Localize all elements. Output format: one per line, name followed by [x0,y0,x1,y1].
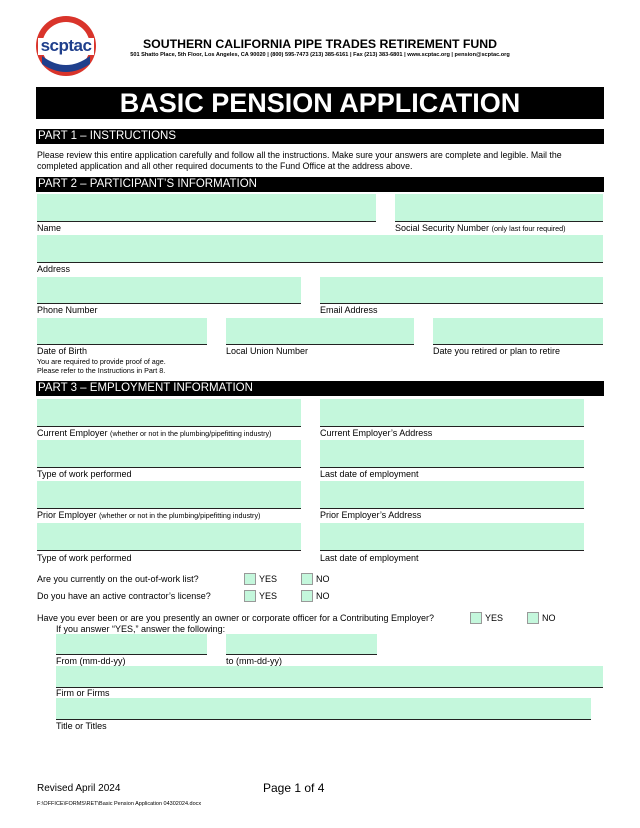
org-contact: 501 Shatto Place, 5th Floor, Los Angeles, CA 90020 | (800) 595-7473 (213) 385-6161 | Fax (213) 383-6801 | www.scptac.org | pension@scptac.org [130,52,510,58]
out-of-work-no-label: NO [316,574,330,584]
page-title [36,87,604,119]
owner-officer-no-checkbox[interactable] [527,612,539,624]
current-employer-label [37,428,271,438]
org-name: SOUTHERN CALIFORNIA PIPE TRADES RETIREMENT FUND [142,37,498,51]
part3-heading: PART 3 – EMPLOYMENT INFORMATION [36,381,604,396]
type-work-2-field[interactable] [37,523,301,551]
current-employer-label-text: Current Employer [37,428,108,438]
part1-heading: PART 1 – INSTRUCTIONS [36,129,604,144]
last-date-1-field[interactable] [320,440,584,468]
file-path: F:\OFFICE\FORMS\RET\Basic Pension Application 04302024.docx [37,801,202,807]
prior-employer-label [37,510,260,520]
titles-field[interactable] [56,698,591,720]
owner-officer-yes-checkbox[interactable] [470,612,482,624]
to-date-field[interactable] [226,634,377,655]
page-number: Page 1 of 4 [263,781,325,795]
prior-employer-field[interactable] [37,481,301,509]
from-date-label: From (mm-dd-yy) [56,656,126,666]
local-union-field[interactable] [226,318,414,345]
revised-date: Revised April 2024 [37,783,121,794]
contractor-license-no-label: NO [316,591,330,601]
ssn-field[interactable] [395,194,603,222]
current-employer-field[interactable] [37,399,301,427]
logo-text: scptac [40,36,92,55]
firm-field[interactable] [56,666,603,688]
out-of-work-yes-label: YES [259,574,278,584]
titles-label: Title or Titles [56,721,107,731]
address-field[interactable] [37,235,603,263]
current-employer-note: (whether or not in the plumbing/pipefitting industry) [110,429,272,438]
email-label: Email Address [320,305,378,315]
contractor-license-yes-label: YES [259,591,278,601]
from-date-field[interactable] [56,634,207,655]
prior-employer-label-text: Prior Employer [37,510,97,520]
name-label: Name [37,223,62,233]
last-date-2-field[interactable] [320,523,584,551]
prior-employer-address-field[interactable] [320,481,584,509]
out-of-work-question: Are you currently on the out-of-work list? [37,574,199,584]
owner-officer-no-label: NO [542,613,556,623]
last-date-2-label: Last date of employment [320,553,419,563]
owner-officer-yes-label: YES [485,613,504,623]
dob-label: Date of Birth [37,346,88,356]
email-field[interactable] [320,277,603,304]
name-field[interactable] [37,194,376,222]
address-label: Address [37,264,71,274]
ssn-note: (only last four required) [491,224,566,233]
if-yes-instruction: If you answer “YES,” answer the following: [56,624,226,634]
ssn-label [395,223,565,233]
out-of-work-yes-checkbox[interactable] [244,573,256,585]
dob-field[interactable] [37,318,207,345]
ssn-label-text: Social Security Number [395,223,490,233]
current-employer-address-field[interactable] [320,399,584,427]
contractor-license-question: Do you have an active contractor’s license? [37,591,211,601]
prior-employer-address-label: Prior Employer’s Address [320,510,422,520]
local-union-label: Local Union Number [226,346,309,356]
type-work-1-field[interactable] [37,440,301,468]
dob-note-1: You are required to provide proof of age. [37,357,166,366]
prior-employer-note: (whether or not in the plumbing/pipefitting industry) [99,511,261,520]
last-date-1-label: Last date of employment [320,469,419,479]
part2-heading: PART 2 – PARTICIPANT’S INFORMATION [36,177,604,192]
page-title-text: BASIC PENSION APPLICATION [119,88,521,118]
contractor-license-no-checkbox[interactable] [301,590,313,602]
dob-note-2: Please refer to the Instructions in Part 8. [37,366,166,375]
part1-instructions: Please review this entire application carefully and follow all the instructions. Make sure your answers are complete and legible. Mail the completed application and all other required documents to the Fund Office at the address above. [37,150,562,171]
type-work-2-label: Type of work performed [37,553,132,563]
phone-label: Phone Number [37,305,98,315]
retire-date-field[interactable] [433,318,603,345]
retire-date-label: Date you retired or plan to retire [433,346,561,356]
phone-field[interactable] [37,277,301,304]
contractor-license-yes-checkbox[interactable] [244,590,256,602]
type-work-1-label: Type of work performed [37,469,132,479]
owner-officer-question: Have you ever been or are you presently an owner or corporate officer for a Contributing Employer? [37,613,435,623]
current-employer-address-label: Current Employer’s Address [320,428,433,438]
logo [34,14,98,78]
out-of-work-no-checkbox[interactable] [301,573,313,585]
to-date-label: to (mm-dd-yy) [226,656,282,666]
firm-label: Firm or Firms [56,688,110,698]
